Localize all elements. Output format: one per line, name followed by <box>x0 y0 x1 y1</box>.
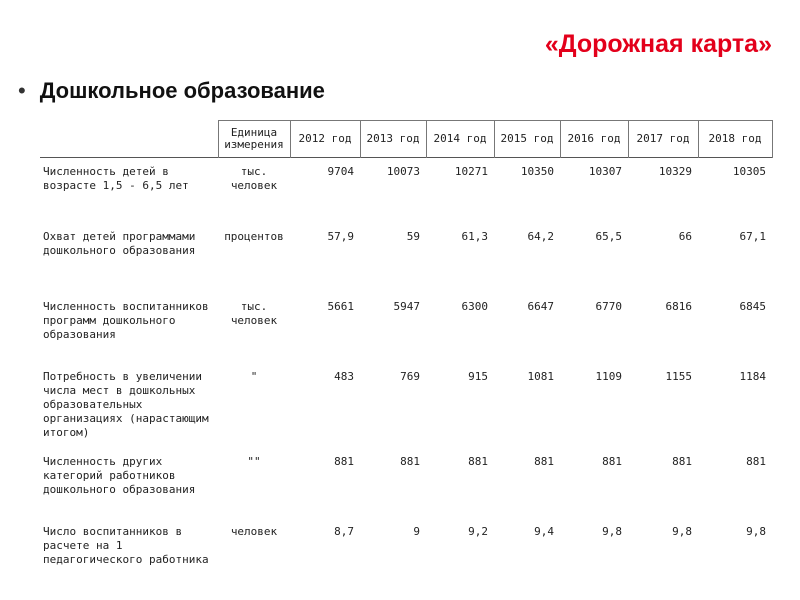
row-label: Численность детей в возрасте 1,5 - 6,5 лет <box>43 165 189 192</box>
header-2012: 2012 год <box>290 121 360 158</box>
value-cell: 881 <box>602 455 622 468</box>
value-cell: 1184 <box>739 370 766 383</box>
value-cell: 9 <box>413 525 420 538</box>
row-unit: " <box>250 370 258 383</box>
value-cell: 59 <box>406 230 420 243</box>
row-label: Потребность в увеличении числа мест в дошкольных образовательных организациях (нарастающим итогом) <box>43 370 209 439</box>
roadmap-table <box>40 120 773 585</box>
table-row <box>40 518 772 585</box>
value-cell: 9,8 <box>746 525 766 538</box>
value-cell: 1081 <box>527 370 554 383</box>
value-cell: 8,7 <box>334 525 354 538</box>
value-cell: 9,8 <box>602 525 622 538</box>
value-cell: 9704 <box>327 165 354 178</box>
row-unit: тыс. человек <box>230 300 278 327</box>
value-cell: 66 <box>678 230 692 243</box>
row-label: Число воспитанников в расчете на 1 педагогического работника <box>43 525 209 566</box>
bullet-icon: • <box>18 78 26 103</box>
value-cell: 6845 <box>739 300 766 313</box>
row-unit: человек <box>230 525 278 538</box>
value-cell: 6647 <box>527 300 554 313</box>
header-unit: Единица измерения <box>218 121 290 158</box>
value-cell: 5661 <box>327 300 354 313</box>
value-cell: 9,8 <box>672 525 692 538</box>
table-row <box>40 293 772 363</box>
value-cell: 10271 <box>454 165 488 178</box>
value-cell: 1109 <box>595 370 622 383</box>
header-2017: 2017 год <box>628 121 698 158</box>
row-unit: "" <box>247 455 261 468</box>
value-cell: 881 <box>534 455 554 468</box>
value-cell: 6770 <box>595 300 622 313</box>
value-cell: 5947 <box>393 300 420 313</box>
header-2015: 2015 год <box>494 121 560 158</box>
value-cell: 9,4 <box>534 525 554 538</box>
value-cell: 57,9 <box>327 230 354 243</box>
value-cell: 881 <box>746 455 766 468</box>
value-cell: 10329 <box>658 165 692 178</box>
value-cell: 915 <box>468 370 488 383</box>
value-cell: 6300 <box>461 300 488 313</box>
table-row <box>40 448 772 518</box>
row-label: Численность других категорий работников дошкольного образования <box>43 455 196 496</box>
row-label: Охват детей программами дошкольного образования <box>43 230 196 257</box>
value-cell: 881 <box>334 455 354 468</box>
value-cell: 6816 <box>665 300 692 313</box>
page-title: «Дорожная карта» <box>544 30 772 58</box>
value-cell: 1155 <box>665 370 692 383</box>
value-cell: 881 <box>672 455 692 468</box>
header-blank-cell <box>40 121 218 158</box>
subtitle-row <box>18 78 325 104</box>
row-unit: тыс. человек <box>230 165 278 192</box>
value-cell: 10307 <box>588 165 622 178</box>
table-row <box>40 223 772 293</box>
header-2013: 2013 год <box>360 121 426 158</box>
table-row <box>40 363 772 448</box>
value-cell: 61,3 <box>461 230 488 243</box>
value-cell: 881 <box>400 455 420 468</box>
value-cell: 10305 <box>732 165 766 178</box>
row-label: Численность воспитанников программ дошкольного образования <box>43 300 209 341</box>
value-cell: 483 <box>334 370 354 383</box>
header-2016: 2016 год <box>560 121 628 158</box>
table-header-row <box>40 121 772 158</box>
table-row <box>40 158 772 224</box>
value-cell: 67,1 <box>739 230 766 243</box>
value-cell: 10073 <box>386 165 420 178</box>
row-unit: процентов <box>224 230 284 243</box>
header-2014: 2014 год <box>426 121 494 158</box>
value-cell: 769 <box>400 370 420 383</box>
value-cell: 65,5 <box>595 230 622 243</box>
value-cell: 9,2 <box>468 525 488 538</box>
value-cell: 64,2 <box>527 230 554 243</box>
section-heading: Дошкольное образование <box>39 78 325 103</box>
value-cell: 881 <box>468 455 488 468</box>
header-2018: 2018 год <box>698 121 772 158</box>
value-cell: 10350 <box>520 165 554 178</box>
